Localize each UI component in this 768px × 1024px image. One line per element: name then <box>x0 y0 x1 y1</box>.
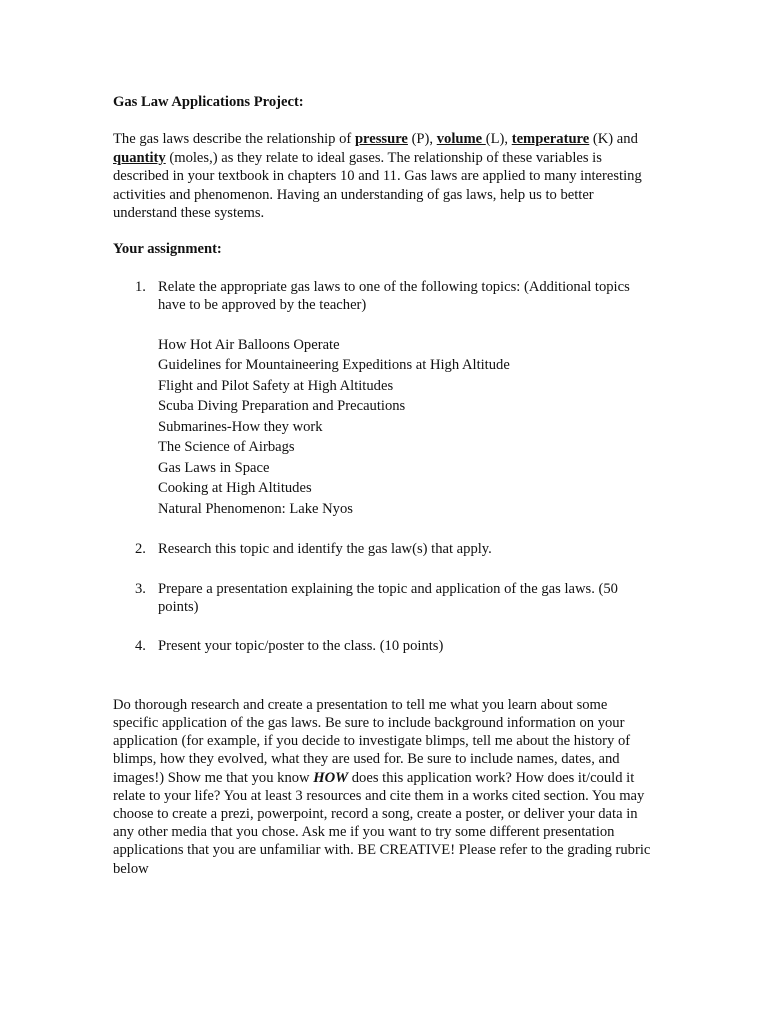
step-1 <box>113 278 658 519</box>
closing-text-1: Do thorough research and create a presentation to tell me what you learn about some specific application of the gas laws. Be sure to include background information on your application (for example, if you decide to investigate blimps, tell me about the history of blimps, how they evolved, what they are used for. Be sure to include names, dates, and images!) Show me that you know <box>113 696 631 786</box>
step-2 <box>113 540 658 558</box>
step-number: 1. <box>135 278 146 295</box>
term-pressure: pressure <box>354 131 408 148</box>
intro-text-1: The gas laws describe the relationship of <box>113 131 355 148</box>
intro-text-4: (K) and <box>589 131 638 148</box>
document-title: Gas Law Applications Project: <box>113 94 304 110</box>
step-number: 4. <box>135 638 146 655</box>
step-3 <box>113 580 658 617</box>
closing-paragraph <box>113 696 653 878</box>
step-4 <box>113 637 658 655</box>
step-text: Present your topic/poster to the class. (10 points) <box>158 638 444 655</box>
closing-text-2: does this application work? How does it/could it relate to your life? You at least 3 resources and cite them in a works cited section. You may choose to create a prezi, powerpoint, record a song, create a poster, or deliver your data in any other media that you chose. Ask me if you want to try some different presentation applications that you are unfamiliar with. BE CREATIVE! Please refer to the grading rubric below <box>113 769 651 877</box>
step-number: 2. <box>135 541 146 558</box>
topic-list <box>158 335 658 520</box>
step-text: Relate the appropriate gas laws to one of the following topics: (Additional topics have to be approved by the teacher) <box>158 278 630 314</box>
intro-text-5: (moles,) as they relate to ideal gases. The relationship of these variables is described in your textbook in chapters 10 and 11. Gas laws are applied to many interesting activities and phenomenon. Having an understanding of gas laws, help us to better understand these systems. <box>113 149 642 222</box>
intro-text-2: (P), <box>407 131 437 148</box>
step-text: Research this topic and identify the gas law(s) that apply. <box>158 541 492 558</box>
topic-item: Submarines-How they work <box>158 418 323 435</box>
topic-item: Gas Laws in Space <box>158 459 270 476</box>
assignment-heading: Your assignment: <box>113 241 222 258</box>
topic-item: Guidelines for Mountaineering Expeditions at High Altitude <box>158 357 510 374</box>
topic-item: Cooking at High Altitudes <box>158 480 312 497</box>
step-text: Prepare a presentation explaining the topic and application of the gas laws. (50 points) <box>158 580 618 615</box>
intro-text-3: (L), <box>485 131 512 148</box>
term-quantity: quantity <box>113 149 166 166</box>
topic-item: How Hot Air Balloons Operate <box>158 336 340 353</box>
assignment-steps <box>113 278 658 656</box>
term-volume: volume <box>436 131 486 148</box>
topic-item: Flight and Pilot Safety at High Altitudes <box>158 377 394 394</box>
step-number: 3. <box>135 580 146 597</box>
intro-paragraph <box>113 130 658 222</box>
document-page <box>113 93 658 878</box>
topic-item: The Science of Airbags <box>158 439 295 456</box>
topic-item: Scuba Diving Preparation and Precautions <box>158 398 406 415</box>
closing-emphasis: HOW <box>313 769 349 786</box>
term-temperature: temperature <box>511 131 590 148</box>
topic-item: Natural Phenomenon: Lake Nyos <box>158 500 353 517</box>
